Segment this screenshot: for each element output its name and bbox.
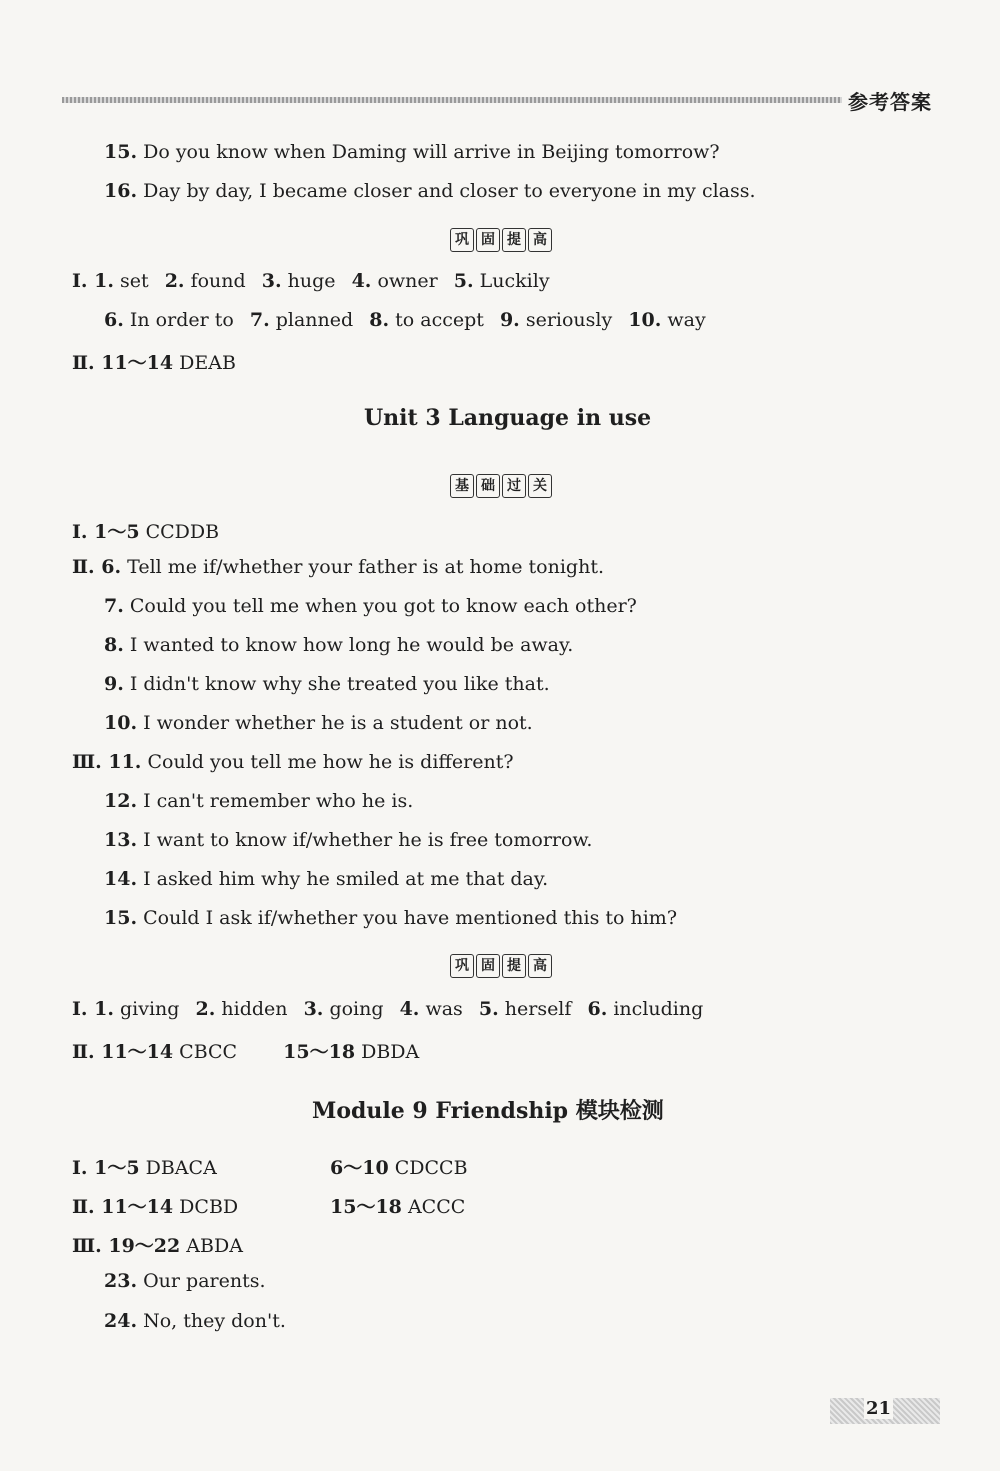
badge-jichu: 基 础 过 关 <box>450 474 552 498</box>
header-title: 参考答案 <box>848 90 932 114</box>
answer-line: 23. Our parents. <box>104 1270 266 1292</box>
answer-line: 8. I wanted to know how long he would be away. <box>104 634 574 656</box>
answer-line: 24. No, they don't. <box>104 1310 286 1332</box>
module-title: Module 9 Friendship 模块检测 <box>312 1098 664 1124</box>
answer-line: 13. I want to know if/whether he is free tomorrow. <box>104 829 593 851</box>
answer-line: Ⅰ. 1～5 CCDDB <box>72 521 220 543</box>
answer-line: Ⅲ. 11. Could you tell me how he is different? <box>72 751 514 773</box>
unit-title: Unit 3 Language in use <box>364 405 652 431</box>
page-number: 21 <box>830 1398 940 1424</box>
answer-line: 14. I asked him why he smiled at me that day. <box>104 868 549 890</box>
answer-line: 6～10 CDCCB <box>330 1157 468 1179</box>
answer-line: Ⅱ. 11～14 CBCC 15～18 DBDA <box>72 1041 420 1063</box>
answer-line: 7. Could you tell me when you got to know each other? <box>104 595 637 617</box>
answer-line: Ⅱ. 6. Tell me if/whether your father is at home tonight. <box>72 556 604 578</box>
answer-line: Ⅱ. 11～14 DEAB <box>72 352 236 374</box>
answer-line: Ⅰ. 1. set 2. found 3. huge 4. owner 5. Luckily <box>72 270 550 292</box>
answer-line: 15. Could I ask if/whether you have mentioned this to him? <box>104 907 678 929</box>
answer-line: 12. I can't remember who he is. <box>104 790 414 812</box>
answer-line: 15～18 ACCC <box>330 1196 466 1218</box>
header-rule <box>62 97 842 103</box>
badge-gonggu: 巩 固 提 高 <box>450 228 552 252</box>
answer-line: 9. I didn't know why she treated you like that. <box>104 673 550 695</box>
answer-line: Ⅱ. 11～14 DCBD <box>72 1196 239 1218</box>
answer-line: 6. In order to 7. planned 8. to accept 9. seriously 10. way <box>104 309 706 331</box>
answer-line: 15. Do you know when Daming will arrive in Beijing tomorrow? <box>104 141 720 163</box>
badge-gonggu: 巩 固 提 高 <box>450 954 552 978</box>
answer-line: 16. Day by day, I became closer and closer to everyone in my class. <box>104 180 756 202</box>
answer-line: 10. I wonder whether he is a student or not. <box>104 712 533 734</box>
answer-line: Ⅰ. 1～5 DBACA <box>72 1157 217 1179</box>
answer-line: Ⅰ. 1. giving 2. hidden 3. going 4. was 5. herself 6. including <box>72 998 704 1020</box>
answer-line: Ⅲ. 19～22 ABDA <box>72 1235 243 1257</box>
